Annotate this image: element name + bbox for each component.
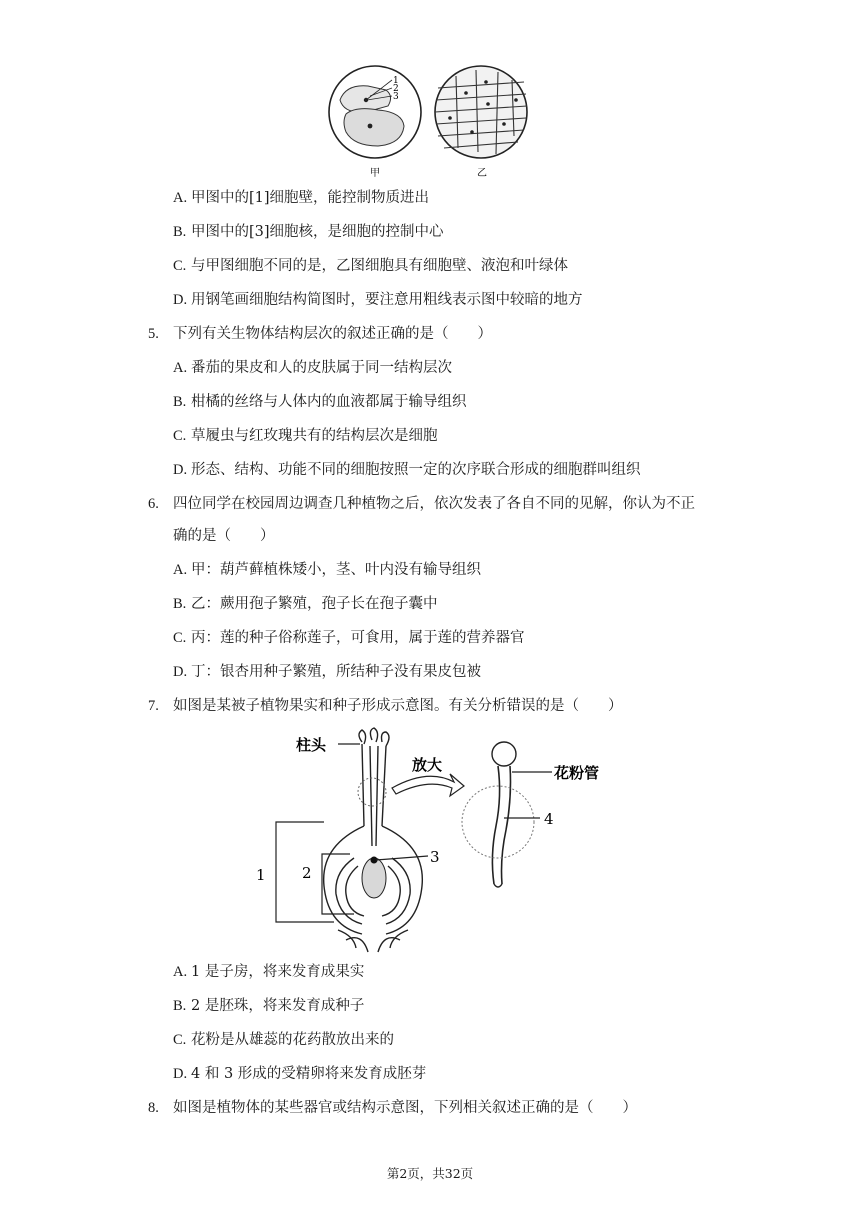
caption-jia: 甲 — [370, 168, 380, 179]
q7-option-d-text: 4 和 3 形成的受精卵将来发育成胚芽 — [191, 1066, 427, 1082]
q4-option-b — [173, 222, 444, 242]
q4-option-c-letter: C. — [173, 258, 187, 274]
q4-option-d — [173, 290, 583, 310]
label-1: 1 — [393, 76, 399, 86]
q6-option-c-text: 丙：莲的种子俗称莲子，可食用，属于莲的营养器官 — [191, 630, 525, 646]
q5-option-d-text: 形态、结构、功能不同的细胞按照一定的次序联合形成的细胞群叫组织 — [191, 462, 641, 478]
q6-stem-line1: 四位同学在校园周边调查几种植物之后，依次发表了各自不同的见解，你认为不正 — [173, 496, 695, 512]
q5-stem: 下列有关生物体结构层次的叙述正确的是（ ） — [173, 326, 492, 342]
q7-option-d — [173, 1064, 426, 1084]
label-3: 3 — [393, 92, 399, 102]
q6-number: 6. — [148, 496, 159, 512]
q5-option-d-letter: D. — [173, 462, 188, 478]
q5-option-c — [173, 426, 438, 446]
q4-option-c — [173, 256, 568, 276]
q6-option-a-text: 甲：葫芦藓植株矮小，茎、叶内没有输导组织 — [191, 562, 481, 578]
q6-option-d-text: 丁：银杏用种子繁殖，所结种子没有果皮包被 — [191, 664, 481, 680]
q5-option-d — [173, 460, 641, 480]
q7-option-d-letter: D. — [173, 1066, 188, 1082]
label-stigma: 柱头 — [296, 736, 327, 754]
q5-number: 5. — [148, 326, 159, 342]
q6-option-d-letter: D. — [173, 664, 188, 680]
label-enlarge: 放大 — [412, 756, 443, 774]
q7-option-c-text: 花粉是从雄蕊的花药散放出来的 — [191, 1032, 394, 1048]
cell-figure — [326, 62, 532, 184]
q8-number: 8. — [148, 1100, 159, 1116]
q6-stem-line2: 确的是（ ） — [173, 528, 275, 544]
q8-stem: 如图是植物体的某些器官或结构示意图，下列相关叙述正确的是（ ） — [173, 1100, 637, 1116]
q5-option-a — [173, 358, 452, 378]
q5-option-a-letter: A. — [173, 360, 188, 376]
q7-option-a — [173, 962, 364, 982]
label-2: 2 — [393, 84, 399, 94]
q4-option-b-text: 甲图中的[3]细胞核，是细胞的控制中心 — [191, 224, 444, 240]
q7-stem: 如图是某被子植物果实和种子形成示意图。有关分析错误的是（ ） — [173, 698, 623, 714]
q6-option-b — [173, 594, 438, 614]
q7-number: 7. — [148, 698, 159, 714]
q5-option-b-letter: B. — [173, 394, 187, 410]
q4-option-c-text: 与甲图细胞不同的是，乙图细胞具有细胞壁、液泡和叶绿体 — [191, 258, 568, 274]
q7-option-c-letter: C. — [173, 1032, 187, 1048]
pistil-figure — [250, 726, 600, 954]
label-pollen-tube: 花粉管 — [554, 764, 600, 782]
q5-option-b — [173, 392, 467, 412]
label-n3: 3 — [430, 848, 440, 866]
q4-option-b-letter: B. — [173, 224, 187, 240]
q6-option-b-text: 乙：蕨用孢子繁殖，孢子长在孢子囊中 — [191, 596, 438, 612]
q4-option-d-text: 用钢笔画细胞结构简图时，要注意用粗线表示图中较暗的地方 — [191, 292, 583, 308]
q5-option-a-text: 番茄的果皮和人的皮肤属于同一结构层次 — [191, 360, 452, 376]
q6-option-b-letter: B. — [173, 596, 187, 612]
q6-option-c-letter: C. — [173, 630, 187, 646]
label-n2: 2 — [302, 864, 312, 882]
q7-option-b — [173, 996, 364, 1016]
q5-option-c-text: 草履虫与红玫瑰共有的结构层次是细胞 — [191, 428, 438, 444]
q5-option-c-letter: C. — [173, 428, 187, 444]
caption-yi: 乙 — [477, 168, 487, 179]
q4-option-a-letter: A. — [173, 190, 188, 206]
page-footer: 第2页，共32页 — [386, 1166, 474, 1181]
q4-option-d-letter: D. — [173, 292, 188, 308]
q6-option-d — [173, 662, 481, 682]
q4-option-a-text: 甲图中的[1]细胞壁，能控制物质进出 — [191, 190, 430, 206]
label-n4: 4 — [544, 810, 554, 828]
q5-option-b-text: 柑橘的丝络与人体内的血液都属于输导组织 — [191, 394, 467, 410]
q6-option-a-letter: A. — [173, 562, 188, 578]
q7-option-a-text: 1 是子房，将来发育成果实 — [191, 964, 365, 980]
q7-option-b-text: 2 是胚珠，将来发育成种子 — [191, 998, 365, 1014]
q7-option-c — [173, 1030, 394, 1050]
q7-option-b-letter: B. — [173, 998, 187, 1014]
q7-option-a-letter: A. — [173, 964, 188, 980]
q6-option-a — [173, 560, 481, 580]
q4-option-a — [173, 188, 429, 208]
label-n1: 1 — [256, 866, 266, 884]
q6-option-c — [173, 628, 525, 648]
